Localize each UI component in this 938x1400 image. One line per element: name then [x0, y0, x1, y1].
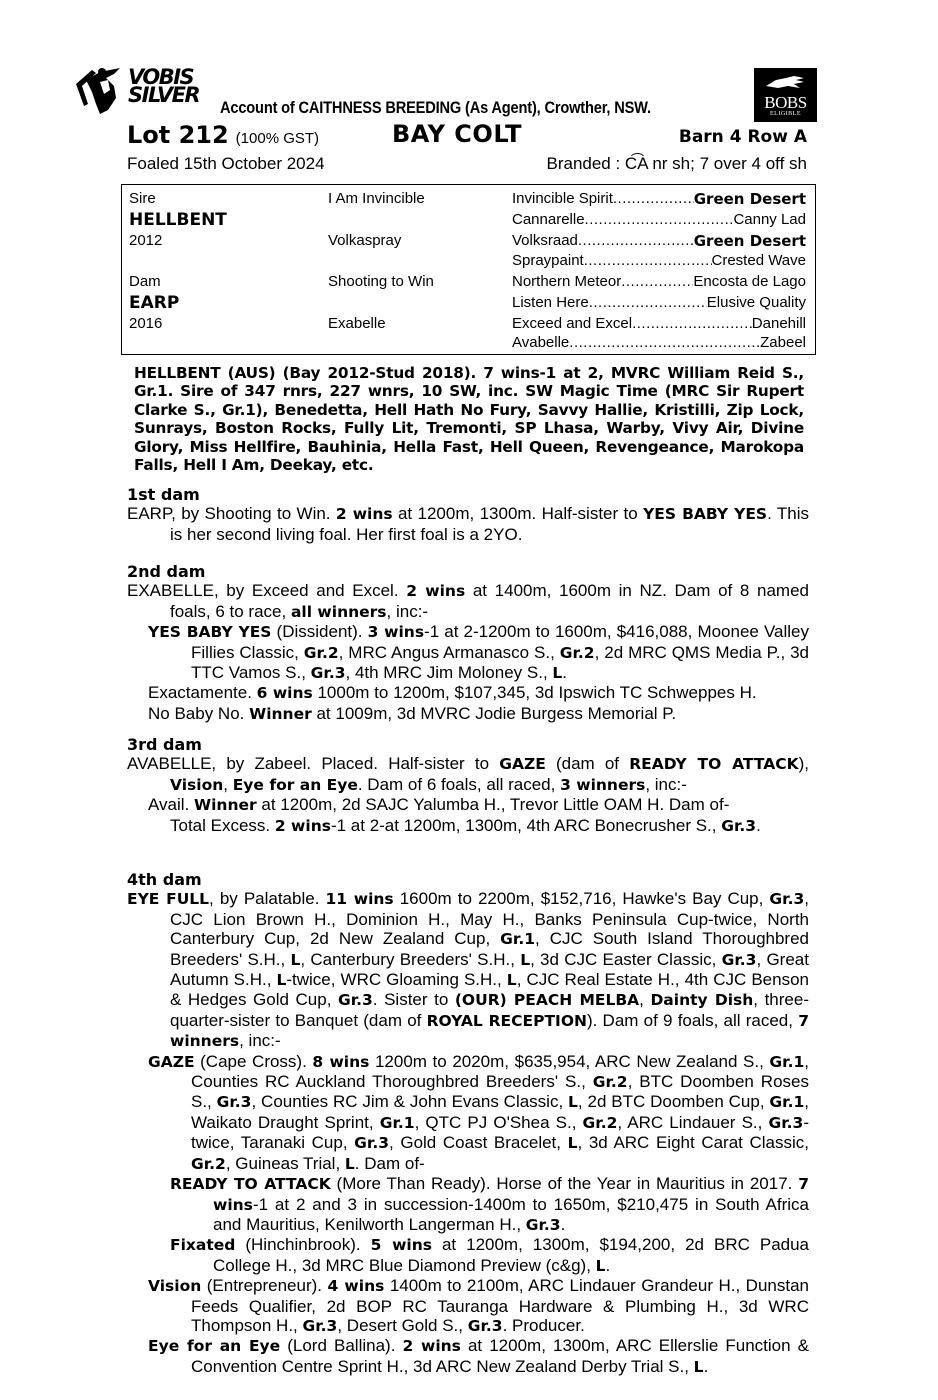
- progeny-entry: GAZE (Cape Cross). 8 wins 1200m to 2020m, $635,954, ARC New Zealand S., Gr.1, Counties RC Auckland Thoroughbred Breeders' S., Gr.2, BTC Doomben Roses S., Gr.3, Counties RC Jim & John Evans Classic, L, 2d BTC Doomben Cup, Gr.1, Waikato Draught Sprint, Gr.1, QTC PJ O'Shea S., Gr.2, ARC Lindauer S., Gr.3-twice, Taranaki Cup, Gr.3, Gold Coast Bracelet, L, 3d ARC Eight Carat Classic, Gr.2, Guineas Trial, L. Dam of-: [148, 1051, 810, 1173]
- great-grandparent-row: Invincible Spirit ..... Green Desert: [512, 190, 806, 208]
- vobis-silver-wordmark: VOBIS SILVER: [128, 65, 200, 107]
- gst-note: (100% GST): [235, 130, 320, 147]
- great-grandparent-row: Exceed and Excel ..... Danehill: [512, 315, 806, 332]
- third-dam-section: [127, 735, 809, 836]
- great-grandparent-row: Cannarelle ..... Canny Lad: [512, 211, 806, 228]
- great-grandparent-row: Volksraad ..... Green Desert: [512, 232, 806, 250]
- progeny-entry: READY TO ATTACK (More Than Ready). Horse of the Year in Mauritius in 2017. 7 wins-1 at 2 and 3 in succession-1400m to 1650m, $210,475 in South Africa and Mauritius, Kenilworth Langerman H., Gr.3.: [170, 1174, 810, 1234]
- horse-description: BAY COLT: [392, 120, 523, 148]
- grandsire-maternal: Shooting to Win: [328, 273, 434, 290]
- first-dam-section: [127, 485, 809, 544]
- progeny-entry: Vision (Entrepreneur). 4 wins 1400m to 2100m, ARC Lindauer Grandeur H., Dunstan Feeds Qualifier, 2d BOP RC Tauranga Hardware & Plumbing H., 3d WRC Thompson H., Gr.3, Desert Gold S., Gr.3. Producer.: [148, 1276, 810, 1335]
- dam-paragraph: AVABELLE, by Zabeel. Placed. Half-sister to GAZE (dam of READY TO ATTACK), Vision, Eye for an Eye. Dam of 6 foals, all raced, 3 winners, inc:-: [127, 754, 810, 794]
- fourth-dam-section: [127, 870, 809, 1377]
- dam-paragraph: EXABELLE, by Exceed and Excel. 2 wins at 1400m, 1600m in NZ. Dam of 8 named foals, 6 to race, all winners, inc:-: [127, 581, 809, 621]
- dam-year: 2016: [129, 315, 163, 332]
- vendor-account: Account of CAITHNESS BREEDING (As Agent), Crowther, NSW.: [220, 98, 651, 117]
- sire-summary: HELLBENT (AUS) (Bay 2012-Stud 2018). 7 wins-1 at 2, MVRC William Reid S., Gr.1. Sire of 347 rnrs, 227 wnrs, 10 SW, inc. SW Magic Time (MRC Sir Rupert Clarke S., Gr.1), Benedetta, Hell Hath No Fury, Savvy Hallie, Kristilli, Zip Lock, Sunrays, Boston Rocks, Fully Lit, Tremonti, SP Lhasa, Warby, Vivy Air, Divine Glory, Miss Hellfire, Bauhinia, Hella Fast, Hell Queen, Revengeance, Marokopa Falls, Hell I Am, Deekay, etc.: [134, 364, 804, 475]
- progeny-entry: No Baby No. Winner at 1009m, 3d MVRC Jodie Burgess Memorial P.: [148, 703, 677, 723]
- granddam-paternal: Volkaspray: [328, 232, 402, 249]
- second-dam-section: [127, 562, 809, 724]
- dam-label: Dam: [129, 273, 161, 290]
- horse-head-icon: [764, 74, 808, 94]
- great-grandparent-row: Northern Meteor ..... Encosta de Lago: [512, 273, 806, 290]
- lot-number: Lot 212 (100% GST): [127, 121, 320, 149]
- great-grandparent-row: Listen Here ..... Elusive Quality: [512, 294, 806, 311]
- progeny-entry: Fixated (Hinchinbrook). 5 wins at 1200m, 1300m, $194,200, 2d BRC Padua College H., 3d MRC Blue Diamond Preview (c&g), L.: [170, 1235, 810, 1275]
- brand-marks: Branded : C͡A nr sh; 7 over 4 off sh: [546, 154, 807, 173]
- progeny-entry: YES BABY YES (Dissident). 3 wins-1 at 2-1200m to 1600m, $416,088, Moonee Valley Fillies Classic, Gr.2, MRC Angus Armanasco S., Gr.2, 2d MRC QMS Media P., 3d TTC Vamos S., Gr.3, 4th MRC Jim Moloney S., L.: [148, 622, 809, 683]
- dam-paragraph: EARP, by Shooting to Win. 2 wins at 1200m, 1300m. Half-sister to YES BABY YES. This is her second living foal. Her first foal is a 2YO.: [127, 504, 809, 544]
- progeny-entry: Eye for an Eye (Lord Ballina). 2 wins at 1200m, 1300m, ARC Ellerslie Function & Convention Centre Sprint H., 3d ARC New Zealand Derby Trial S., L.: [148, 1336, 809, 1376]
- section-heading: 4th dam: [127, 870, 202, 889]
- dam-paragraph: EYE FULL, by Palatable. 11 wins 1600m to 2200m, $152,716, Hawke's Bay Cup, Gr.3, CJC Lion Brown H., Dominion H., May H., Banks Peninsula Cup-twice, North Canterbury Cup, 2d New Zealand Cup, Gr.1, CJC South Island Thoroughbred Breeders' S.H., L, Canterbury Breeders' S.H., L, 3d CJC Easter Classic, Gr.3, Great Autumn S.H., L-twice, WRC Gloaming S.H., L, CJC Real Estate H., 4th CJC Benson & Hedges Gold Cup, Gr.3. Sister to (OUR) PEACH MELBA, Dainty Dish, three-quarter-sister to Banquet (dam of ROYAL RECEPTION). Dam of 9 foals, all raced, 7 winners, inc:-: [127, 889, 810, 1051]
- grandsire-paternal: I Am Invincible: [328, 190, 425, 207]
- section-heading: 3rd dam: [127, 735, 202, 754]
- dam-name: EARP: [129, 293, 180, 313]
- great-grandparent-row: Spraypaint ..... Crested Wave: [512, 252, 806, 269]
- progeny-entry: Avail. Winner at 1200m, 2d SAJC Yalumba H., Trevor Little OAM H. Dam of-: [148, 795, 730, 815]
- sire-label: Sire: [129, 190, 156, 207]
- jockey-horse-icon: [70, 64, 128, 116]
- bobs-eligible-logo: BOBS ELIGIBLE: [754, 68, 817, 122]
- progeny-entry: Total Excess. 2 wins-1 at 2-at 1200m, 1300m, 4th ARC Bonecrusher S., Gr.3.: [170, 815, 761, 835]
- progeny-entry: Exactamente. 6 wins 1000m to 1200m, $107,345, 3d Ipswich TC Schweppes H.: [148, 683, 757, 703]
- foaled-date: Foaled 15th October 2024: [127, 154, 325, 173]
- section-heading: 1st dam: [127, 485, 200, 504]
- section-heading: 2nd dam: [127, 562, 206, 581]
- barn-location: Barn 4 Row A: [678, 127, 807, 147]
- granddam-maternal: Exabelle: [328, 315, 386, 332]
- sire-name: HELLBENT: [129, 210, 227, 230]
- sire-year: 2012: [129, 232, 163, 249]
- pedigree-table: [121, 184, 816, 355]
- great-grandparent-row: Avabelle ..... Zabeel: [512, 334, 806, 351]
